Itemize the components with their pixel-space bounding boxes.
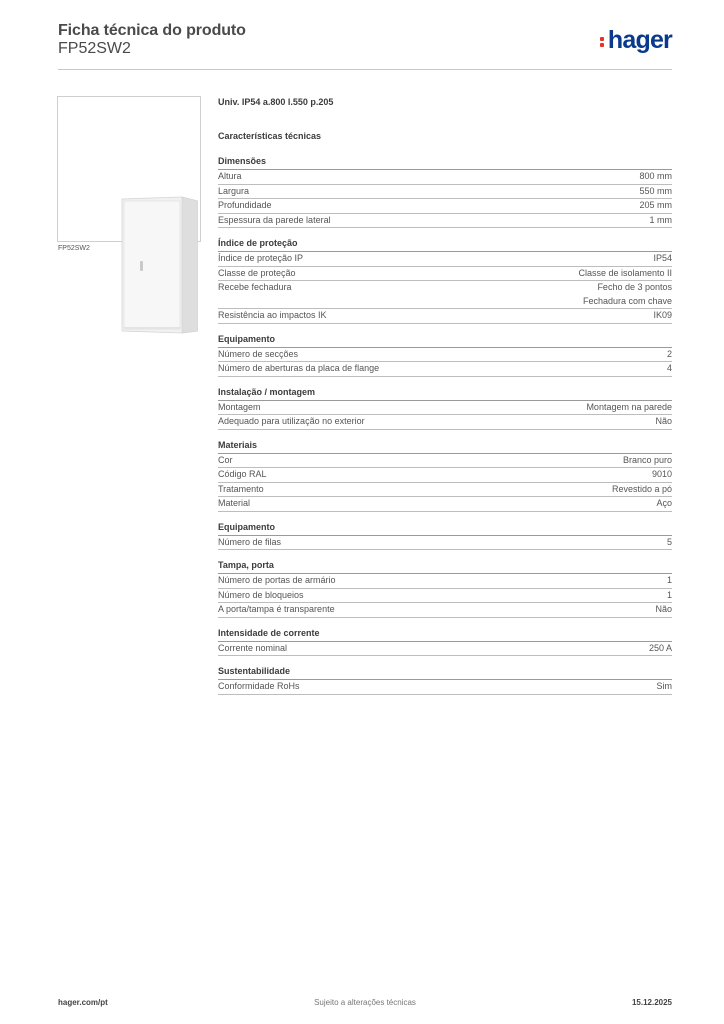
- spec-value: IP54: [653, 253, 672, 263]
- spec-value: 4: [666, 363, 672, 373]
- logo-dots-icon: [600, 37, 605, 47]
- spec-label: Adequado para utilização no exterior: [218, 416, 365, 426]
- spec-label: Tratamento: [218, 483, 264, 494]
- cabinet-image: [120, 195, 198, 335]
- footer-note: Sujeito a alterações técnicas: [314, 998, 416, 1007]
- footer-date: 15.12.2025: [631, 998, 672, 1007]
- spec-section: [218, 387, 672, 430]
- spec-value: 205 mm: [639, 200, 672, 210]
- footer-website: hager.com/pt: [58, 998, 108, 1007]
- spec-label: Número de portas de armário: [218, 575, 336, 585]
- spec-label: Cor: [218, 454, 233, 465]
- spec-label: Número de filas: [218, 536, 282, 547]
- spec-row: [218, 497, 672, 512]
- spec-label: Espessura da parede lateral: [218, 214, 331, 225]
- product-description: Univ. IP54 a.800 l.550 p.205: [218, 97, 334, 107]
- spec-label: Montagem: [218, 401, 261, 412]
- spec-row: [218, 252, 672, 267]
- spec-label: Conformidade RoHs: [218, 681, 300, 691]
- spec-value: 5: [666, 536, 672, 547]
- spec-label: Número de aberturas da placa de flange: [218, 363, 380, 373]
- spec-label: Profundidade: [218, 200, 272, 210]
- spec-row: [218, 185, 672, 200]
- product-image-frame: [57, 96, 201, 242]
- spec-label: Código RAL: [218, 469, 267, 479]
- spec-row: [218, 454, 672, 469]
- spec-row: [218, 170, 672, 185]
- spec-section: [218, 440, 672, 512]
- section-title: Índice de proteção: [218, 238, 672, 252]
- hager-logo: [608, 28, 672, 53]
- spec-section: [218, 560, 672, 618]
- spec-row: [218, 199, 672, 214]
- spec-label: Corrente nominal: [218, 642, 288, 653]
- spec-value: 800 mm: [639, 171, 672, 181]
- section-title: Dimensões: [218, 156, 672, 170]
- spec-value: Classe de isolamento II: [578, 267, 672, 278]
- spec-value: Aço: [656, 498, 672, 508]
- spec-row: [218, 574, 672, 589]
- spec-value: Revestido a pó: [611, 483, 672, 494]
- spec-value: 1: [666, 589, 672, 600]
- section-title: Materiais: [218, 440, 672, 454]
- spec-label: Altura: [218, 171, 242, 181]
- spec-value: 1: [666, 575, 672, 585]
- spec-row: [218, 415, 672, 430]
- spec-value: Montagem na parede: [586, 401, 672, 412]
- spec-row: [218, 281, 672, 309]
- spec-row: [218, 267, 672, 282]
- image-caption: FP52SW2: [58, 245, 90, 252]
- spec-label: Número de secções: [218, 348, 299, 359]
- logo-text: hager: [607, 26, 672, 54]
- spec-section: [218, 238, 672, 324]
- spec-label: Índice de proteção IP: [218, 253, 304, 263]
- spec-section: [218, 666, 672, 695]
- spec-value: Não: [655, 604, 672, 614]
- spec-value: 1 mm: [649, 214, 672, 225]
- spec-section: [218, 628, 672, 657]
- spec-value: Branco puro: [622, 454, 672, 465]
- section-title: Tampa, porta: [218, 560, 672, 574]
- section-title: Intensidade de corrente: [218, 628, 672, 642]
- spec-row: [218, 536, 672, 551]
- spec-label: Número de bloqueios: [218, 589, 304, 600]
- spec-section: [218, 522, 672, 551]
- spec-row: [218, 468, 672, 483]
- spec-value: 2: [666, 348, 672, 359]
- spec-row: [218, 680, 672, 695]
- section-title: Instalação / montagem: [218, 387, 672, 401]
- spec-row: [218, 483, 672, 498]
- spec-section: [218, 334, 672, 377]
- spec-content: [218, 97, 672, 705]
- spec-value: Fecho de 3 pontos Fechadura com chave: [582, 282, 672, 306]
- spec-value: IK09: [653, 310, 672, 320]
- page-header: [58, 20, 672, 70]
- product-code: FP52SW2: [58, 40, 131, 57]
- section-title: Equipamento: [218, 522, 672, 536]
- section-title: Sustentabilidade: [218, 666, 672, 680]
- spec-sections: [218, 156, 672, 695]
- spec-label: Largura: [218, 185, 250, 196]
- spec-row: [218, 603, 672, 618]
- spec-value: 9010: [651, 469, 672, 479]
- spec-label: Recebe fechadura: [218, 282, 292, 292]
- spec-value: Não: [655, 416, 672, 426]
- spec-row: [218, 214, 672, 229]
- tech-characteristics-heading: Características técnicas: [218, 131, 322, 141]
- spec-row: [218, 362, 672, 377]
- spec-label: Resistência ao impactos IK: [218, 310, 327, 320]
- spec-row: [218, 589, 672, 604]
- spec-value: Sim: [656, 681, 672, 691]
- spec-label: Material: [218, 498, 251, 508]
- page-title: Ficha técnica do produto: [58, 22, 246, 39]
- spec-section: [218, 156, 672, 228]
- spec-label: Classe de proteção: [218, 267, 296, 278]
- spec-row: [218, 642, 672, 657]
- spec-label: A porta/tampa é transparente: [218, 604, 335, 614]
- spec-value: 250 A: [648, 642, 672, 653]
- spec-value: 550 mm: [639, 185, 672, 196]
- section-title: Equipamento: [218, 334, 672, 348]
- spec-row: [218, 401, 672, 416]
- spec-row: [218, 348, 672, 363]
- spec-row: [218, 309, 672, 324]
